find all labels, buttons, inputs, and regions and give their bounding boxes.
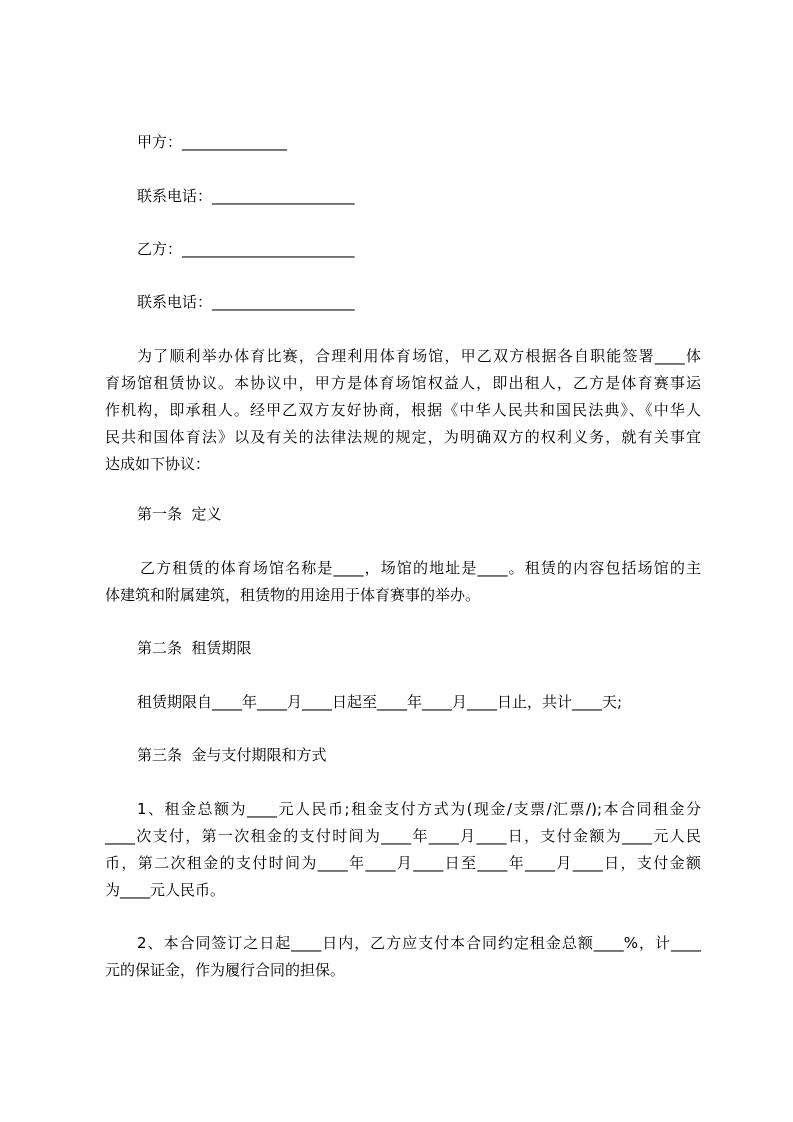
article-3-clause-1-line-1: 1、租金总额为____元人民币;租金支付方式为(现金/支票/汇票/);本合同租金分: [137, 800, 701, 818]
article-3-clause-1-line-4: 为____元人民币。: [105, 881, 226, 899]
party-a-phone-line: 联系电话：___________________: [137, 187, 355, 205]
article-3-clause-1-line-3: 币，第二次租金的支付时间为____年____月____日至____年____月____日，支付金额: [105, 854, 701, 872]
article-1-line-1: 乙方租赁的体育场馆名称是____，场馆的地址是____。租赁的内容包括场馆的主: [140, 559, 701, 577]
preamble-line-5: 达成如下协议：: [105, 455, 211, 473]
party-b-line: 乙方：_______________________: [137, 240, 355, 258]
preamble-line-4: 民共和国体育法》以及有关的法律法规的规定，为明确双方的权利义务，就有关事宜: [105, 428, 701, 446]
article-1-line-2: 体建筑和附属建筑，租赁物的用途用于体育赛事的举办。: [105, 586, 481, 604]
article-3-clause-2-line-2: 元的保证金，作为履行合同的担保。: [105, 961, 346, 979]
preamble-line-3: 作机构，即承租人。经甲乙双方友好协商，根据《中华人民共和国民法典》、《中华人: [105, 401, 701, 419]
article-3-clause-2-line-1: 2、本合同签订之日起____日内，乙方应支付本合同约定租金总额____%，计____: [137, 934, 701, 952]
article-2-text: 租赁期限自____年____月____日起至____年____月____日止，共计____天;: [137, 693, 623, 711]
article-3-heading: 第三条 金与支付期限和方式: [137, 746, 327, 764]
party-b-phone-line: 联系电话：___________________: [137, 293, 355, 311]
article-1-heading: 第一条 定义: [137, 505, 222, 523]
article-2-heading: 第二条 租赁期限: [137, 639, 252, 657]
preamble-line-2: 育场馆租赁协议。本协议中，甲方是体育场馆权益人，即出租人，乙方是体育赛事运: [105, 374, 701, 392]
party-a-line: 甲方：______________: [137, 133, 288, 151]
article-3-clause-1-line-2: ____次支付，第一次租金的支付时间为____年____月____日，支付金额为____元人民: [105, 827, 701, 845]
preamble-line-1: 为了顺利举办体育比赛，合理利用体育场馆，甲乙双方根据各自职能签署____体: [137, 347, 701, 365]
